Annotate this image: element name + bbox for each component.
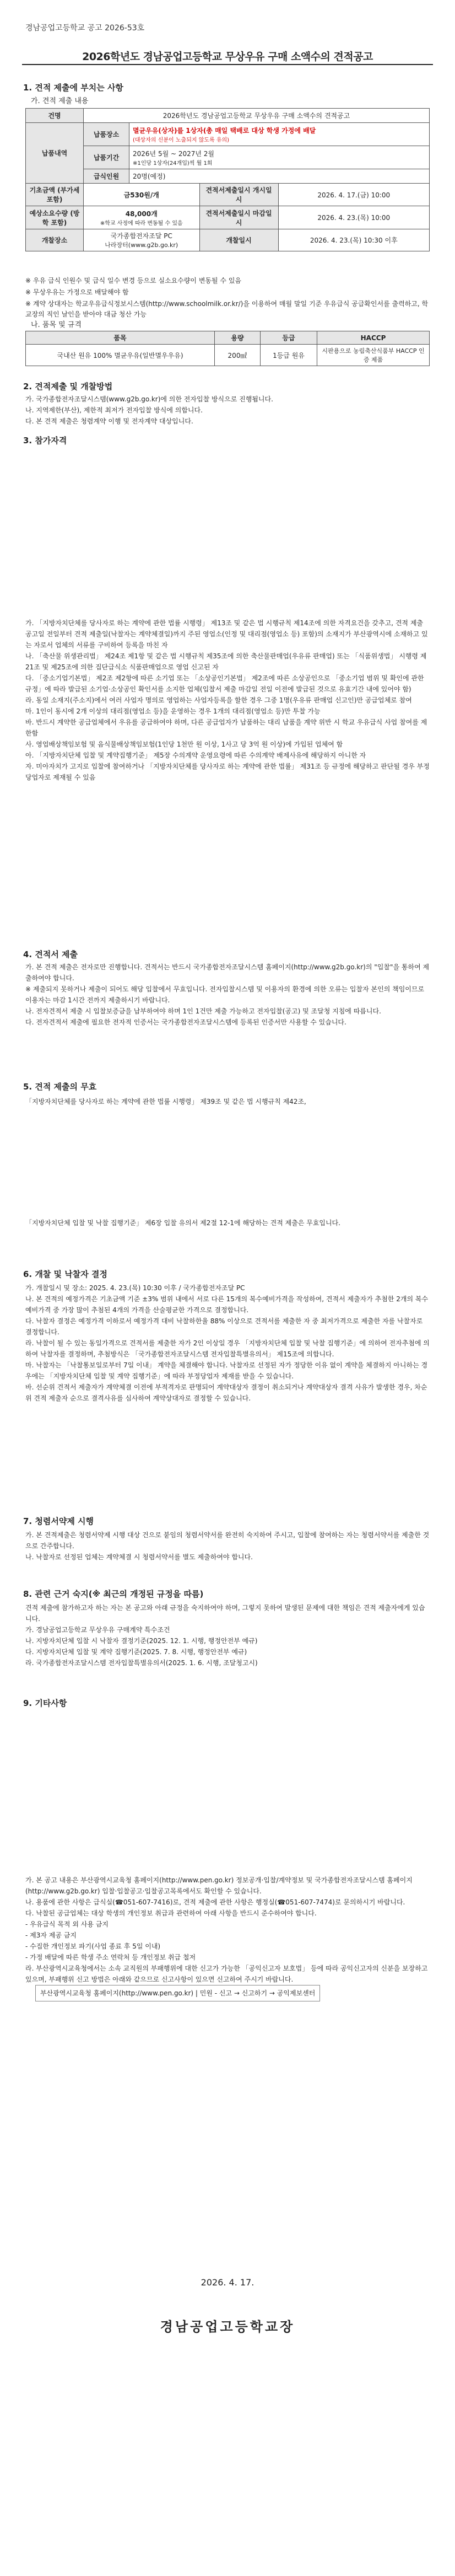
list-item: 아. 「지방자치단체 입찰 및 계약집행기준」 제5장 수의계약 운영요령에 따른 수의계약 배제사유에 해당하지 아니한 자 (25, 752, 366, 759)
section-5-heading: 5. 견적 제출의 무효 (23, 1082, 97, 1092)
list-item: 다. 전자견적서 제출에 필요한 전자적 인증서는 국가종합전자조달시스템에 등록된 인증서만 사용할 수 있습니다. (25, 1018, 346, 1026)
note-item: ※ 우유 급식 인원수 및 급식 일수 변경 등으로 실소요수량이 변동될 수 있음 (25, 277, 241, 285)
list-item: 라. 국가종합전자조달시스템 전자입찰특별유의서(2025. 1. 6. 시행, 조달청고시) (25, 1659, 258, 1667)
section-3-body (25, 618, 430, 783)
cell-label: 개찰장소 (26, 229, 84, 251)
list-item: 나. 전자견적서 제출 시 입찰보증금을 납부하여야 하며 1인 1건만 제출 가능하고 전자입찰(공고) 및 조달청 지침에 따릅니다. (25, 1007, 381, 1015)
delivery-period: 2026년 5월 ~ 2027년 2월 (133, 149, 215, 158)
list-item: 나. 지역제한(부산), 제한적 최저가 전자입찰 방식에 의합니다. (25, 406, 203, 414)
list-item: 「지방자치단체 입찰 및 낙찰 집행기준」 제6장 입찰 유의서 제2절 12-1에 해당하는 견적 제출은 무효입니다. (25, 1219, 340, 1227)
spec-cell: 200㎖ (215, 345, 261, 366)
list-item: 다. 본 견적 제출은 청렴계약 이행 및 전자계약 대상입니다. (25, 417, 193, 425)
list-item: 다. 지방자치단체 입찰 및 계약 집행기준(2025. 7. 8. 시행, 행정안전부 예규) (25, 1648, 247, 1656)
notice-number: 경남공업고등학교 공고 2026-53호 (25, 24, 145, 33)
title-divider (22, 64, 433, 65)
section-3-heading: 3. 참가자격 (23, 436, 67, 446)
delivery-period-note: ※1인당 1상자(24개입)씩 월 1회 (133, 160, 213, 167)
note-item: ※ 무상우유는 가정으로 배달해야 함 (25, 288, 129, 296)
list-item: 사. 영업배상책임보험 및 음식물배상책임보험(1인당 1천만 원 이상, 1사고 당 3억 원 이상)에 가입된 업체여 함 (25, 740, 343, 748)
spec-cell: 1등급 원유 (261, 345, 317, 366)
cell-label: 견적서제출일시 마감일시 (199, 206, 278, 229)
list-item: 나. 용품에 관한 사항은 급식실(☎051-607-7416)로, 견적 제출에 관한 사항은 행정실(☎051-607-7474)로 문의하시기 바랍니다. (25, 1898, 405, 1906)
list-item: 라. 부산광역시교육청에서는 소속 교직원의 부패행위에 대한 신고가 가능한 「공익신고자 보호법」 등에 따라 공익신고자의 신분을 보장하고 있으며, 부패행위 신고 방법은 아래와 같으므로 신고사항이 있으면 신고하여 주시기 바랍니다. (25, 1965, 428, 1983)
list-item: 바. 반드시 계약한 공급업체에서 우유를 공급하여야 하며, 다른 공급업자가 납품하는 대리 납품을 계약 위반 시 학교 우유급식 사업 참여를 제한함 (25, 718, 427, 737)
spec-sub: 나. 품목 및 규격 (31, 321, 82, 329)
close-datetime: 2026. 4. 23.(목) 10:00 (278, 206, 429, 229)
list-item: ※ 제출되지 못하거나 제출이 되어도 해당 입찰에서 무효입니다. 전자입찰시스템 및 이용자의 환경에 의한 오류는 입찰자 본인의 책임이므로 이용자는 마감 1시간 전까지 제출하시기 바랍니다. (25, 985, 425, 1004)
cell-value: 2026학년도 경남공업고등학교 무상우유 구매 소액수의 견적공고 (84, 109, 430, 123)
section-1-heading: 1. 견적 제출에 부치는 사항 (23, 83, 123, 93)
cell-label: 기초금액 (부가세 포함) (26, 184, 84, 206)
section-4-heading: 4. 견적서 제출 (23, 949, 78, 959)
report-link[interactable]: 부산광역시교육청 홈페이지(http://www.pen.go.kr) | 민원 - 신고 → 신고하기 → 공익제보센터 (35, 1985, 320, 2001)
opening-datetime: 2026. 4. 23.(목) 10:30 이후 (278, 229, 429, 251)
list-item: 가. 「지방자치단체를 당사자로 하는 계약에 관한 법률 시행령」 제13조 및 같은 법 시행규칙 제14조에 의한 자격요건을 갖추고, 견적 제출 공고일 전일부터 견적 제출일(낙찰자는 계약체결일)까지 주된 영업소(인정 및 대리점(영업소 등) 포함)의 소재지가 부산광역시에 소재하고 있는 자로서 업체의 서류를 구비하여 등록을 마친 자 (25, 619, 428, 649)
list-item: 나. 본 견적의 예정가격은 기초금액 기준 ±3% 범위 내에서 서로 다른 15개의 복수예비가격을 작성하여, 견적서 제출자가 추첨한 2개의 복수예비가격 중 가장 많이 추첨된 4개의 가격을 산술평균한 가격으로 결정합니다. (25, 1295, 429, 1314)
section-2-heading: 2. 견적제출 및 개찰방법 (23, 382, 113, 391)
spec-head: 품목 (26, 331, 215, 345)
list-item: 가. 본 공고 내용은 부산광역시교육청 홈페이지(http://www.pen.go.kr) 정보공개·입찰/계약정보 및 국가종합전자조달시스템 홈페이지(http://www.g2b.go.kr) 입찰·입찰공고·입찰공고목록에서도 확인할 수 있습니다. (25, 1876, 413, 1895)
quantity-note: ※학교 사정에 따라 변동될 수 있음 (100, 220, 183, 227)
list-item: 다. 낙찰된 공급업체는 대상 학생의 개인정보 취급과 관련하여 아래 사항을 반드시 준수하여야 합니다. (25, 1909, 317, 1917)
list-item: 라. 동일 소재지(주소지)에서 여러 사업자 명의로 영업하는 사업자등록을 할한 경우 그중 1명(우유류 판매업 신고인)만 공급업체로 참여 (25, 696, 412, 704)
list-item: - 가정 배달에 따른 학생 주소 연락처 등 개인정보 취급 철저 (25, 1954, 196, 1961)
section-1-sub: 가. 견적 제출 내용 (31, 97, 89, 105)
open-datetime: 2026. 4. 17.(금) 10:00 (278, 184, 429, 206)
list-item: 나. 지방자치단체 입찰 시 낙찰자 결정기준(2025. 12. 1. 시행, 행정안전부 예규) (25, 1637, 258, 1645)
section-4-body (25, 962, 430, 1028)
delivery-place: 멸균우유(상자)를 1상자(총 매일 택배로 대상 학생 가정에 배달 (133, 126, 316, 135)
note-item: ※ 계약 상대자는 학교우유급식정보시스템(http://www.schoolmilk.or.kr/)을 이용하여 매월 말일 기준 우유급식 공급확인서를 출력하고, 학교장의 직인 날인을 받아야 대금 청산 가능 (25, 300, 429, 318)
list-item: 바. 선순위 견적서 제출자가 계약체결 이전에 부적격자로 판명되어 계약대상자 결정이 취소되거나 계약대상자 결격 사유가 발생한 경우, 차순위 견적 제출자 순으로 결격사유를 심사하여 계약상대자로 결정할 수 있습니다. (25, 1383, 427, 1402)
list-item: - 제3자 제공 금지 (25, 1931, 77, 1939)
list-item: - 우유급식 목적 외 사용 금지 (25, 1920, 109, 1928)
section-8-heading: 8. 관련 근거 숙지(※ 최근의 개정된 규정을 따름) (23, 1589, 204, 1599)
cell-label: 견적서제출일시 개시일시 (199, 184, 278, 206)
spec-cell: 국내산 원유 100% 멸균우유(일반멸우우유) (26, 345, 215, 366)
opening-place-url: 나라장터(www.g2b.go.kr) (105, 242, 178, 249)
list-item: 마. 낙찰자는 「낙찰통보일로부터 7일 이내」 계약을 체결해야 합니다. 낙찰자로 선정된 자가 정당한 이유 없이 계약을 체결하지 아니하는 경우에는 「지방자치단체 입찰 및 계약 집행기준」에 따라 부정당업자 제재를 받을 수 있습니다. (25, 1361, 428, 1380)
section-8-body (25, 1602, 430, 1668)
cell-value: 20명(예정) (129, 169, 430, 184)
list-item: 마. 1인이 동시에 2개 이상의 대리점(영업소 등)을 운영하는 경우 1개의 대리점(영업소 등)만 투찰 가능 (25, 707, 321, 715)
cell-label: 납품기간 (84, 146, 129, 169)
list-item: 나. 「축산물 위생관리법」 제24조 제1항 및 같은 법 시행규칙 제35조에 의한 축산물판매업(우유류 판매업) 또는 「식품위생법」 시행령 제21조 및 제25조에 의한 집단급식소 식품판매업으로 영업 신고된 자 (25, 652, 427, 671)
list-item: - 수집한 개인정보 파기(사업 종료 후 5일 이내) (25, 1942, 161, 1950)
list-item: 가. 본 견적 제출은 전자로만 진행합니다. 견적서는 반드시 국가종합전자조달시스템 홈페이지(http://www.g2b.go.kr)의 "입찰"을 통하여 제출하여야 합니다. (25, 963, 430, 982)
page-title: 2026학년도 경남공업고등학교 무상우유 구매 소액수의 견적공고 (82, 51, 373, 63)
list-item: 가. 본 견적제출은 청렴서약제 시행 대상 건으로 붙임의 청렴서약서를 완전히 숙지하여 주시고, 입찰에 참여하는 자는 청렴서약서를 제출한 것으로 간주합니다. (25, 1531, 430, 1550)
spec-head: HACCP (317, 331, 430, 345)
list-item: 라. 낙찰이 될 수 있는 동일가격으로 견적서를 제출한 자가 2인 이상일 경우 「지방자치단체 입찰 및 낙찰 집행기준」에 의하여 전자추첨에 의하여 낙찰자를 결정하며, 추첨방식은 「국가종합전자조달시스템 전자입찰특별유의서」 제15조에 의합니다. (25, 1339, 430, 1358)
cell-label: 건명 (26, 109, 84, 123)
list-item: 다. 낙찰자 결정은 예정가격 이하로서 예정가격 대비 낙찰하한율 88% 이상으로 견적서를 제출한 자 중 최저가격으로 제출한 자를 낙찰자로 결정합니다. (25, 1317, 423, 1336)
delivery-note: (대상자의 신분이 노출되지 않도록 유의) (133, 137, 230, 143)
base-price: 금530원/개 (84, 184, 200, 206)
list-item: 나. 낙찰자로 선정된 업체는 계약체결 시 청렴서약서를 별도 제출하여야 합니다. (25, 1553, 253, 1561)
bid-info-table (25, 108, 430, 251)
spec-table (25, 331, 430, 366)
cell-label: 급식인원 (84, 169, 129, 184)
cell-label: 개찰일시 (199, 229, 278, 251)
opening-place: 국가종합전자조달 PC (110, 232, 172, 240)
cell-label: 납품내역 (26, 123, 84, 184)
signer-name: 경남공업고등학교장 (160, 2319, 295, 2334)
section-9-heading: 9. 기타사항 (23, 1698, 67, 1708)
notice-date: 2026. 4. 17. (201, 2277, 254, 2288)
section-6-heading: 6. 개찰 및 낙찰자 결정 (23, 1269, 107, 1279)
cell-label: 납품장소 (84, 123, 129, 146)
list-item: 다. 「중소기업기본법」 제2조 제2항에 따른 소기업 또는 「소상공인기본법」 제2조에 따른 소상공인으로 「중소기업 범위 및 확인에 관한 규정」에 따라 발급된 소기업·소상공인 확인서를 소지한 업체(입찰서 제출 마감일 전일 이전에 발급된 것으로 유효기간 내에 있어야 함) (25, 674, 424, 693)
cell-label: 예상소요수량 (방학 포함) (26, 206, 84, 229)
list-item: 「지방자치단체를 당사자로 하는 계약에 관한 법률 시행령」 제39조 및 같은 법 시행규칙 제42조, (25, 1098, 306, 1105)
spec-cell: 시판용으로 농림축산식품부 HACCP 인증 제품 (317, 345, 430, 366)
section-7-heading: 7. 청렴서약제 시행 (23, 1516, 94, 1526)
section-1-notes (25, 276, 430, 321)
section-5-body (25, 1096, 430, 1228)
spec-head: 용량 (215, 331, 261, 345)
list-item: 가. 개찰일시 및 장소: 2025. 4. 23.(목) 10:30 이후 / 국가종합전자조달 PC (25, 1284, 245, 1292)
list-item: 자. 미아자치가 고지로 입찰에 참여하거나 「지방자치단체를 당사자로 하는 계약에 관한 법률」 제31조 등 규정에 해당하고 판단될 경우 부정당업자로 제재될 수 있음 (25, 763, 430, 781)
list-item: 견적 제출에 참가하고자 하는 자는 본 공고와 아래 규정을 숙지하여야 하며, 그렇지 못하여 발생된 문제에 대한 책임은 견적 제출자에게 있습니다. (25, 1604, 425, 1623)
list-item: 가. 국가종합전자조달시스템(www.g2b.go.kr)에 의한 전자입찰 방식으로 진행됩니다. (25, 395, 273, 403)
expected-quantity: 48,000개 (125, 210, 158, 218)
section-9-body (25, 1875, 430, 2001)
spec-head: 등급 (261, 331, 317, 345)
section-7-body (25, 1530, 430, 1563)
section-6-body (25, 1282, 430, 1404)
section-2-body (25, 394, 430, 427)
list-item: 가. 경남공업고등학교 무상우유 구매계약 특수조건 (25, 1626, 170, 1634)
